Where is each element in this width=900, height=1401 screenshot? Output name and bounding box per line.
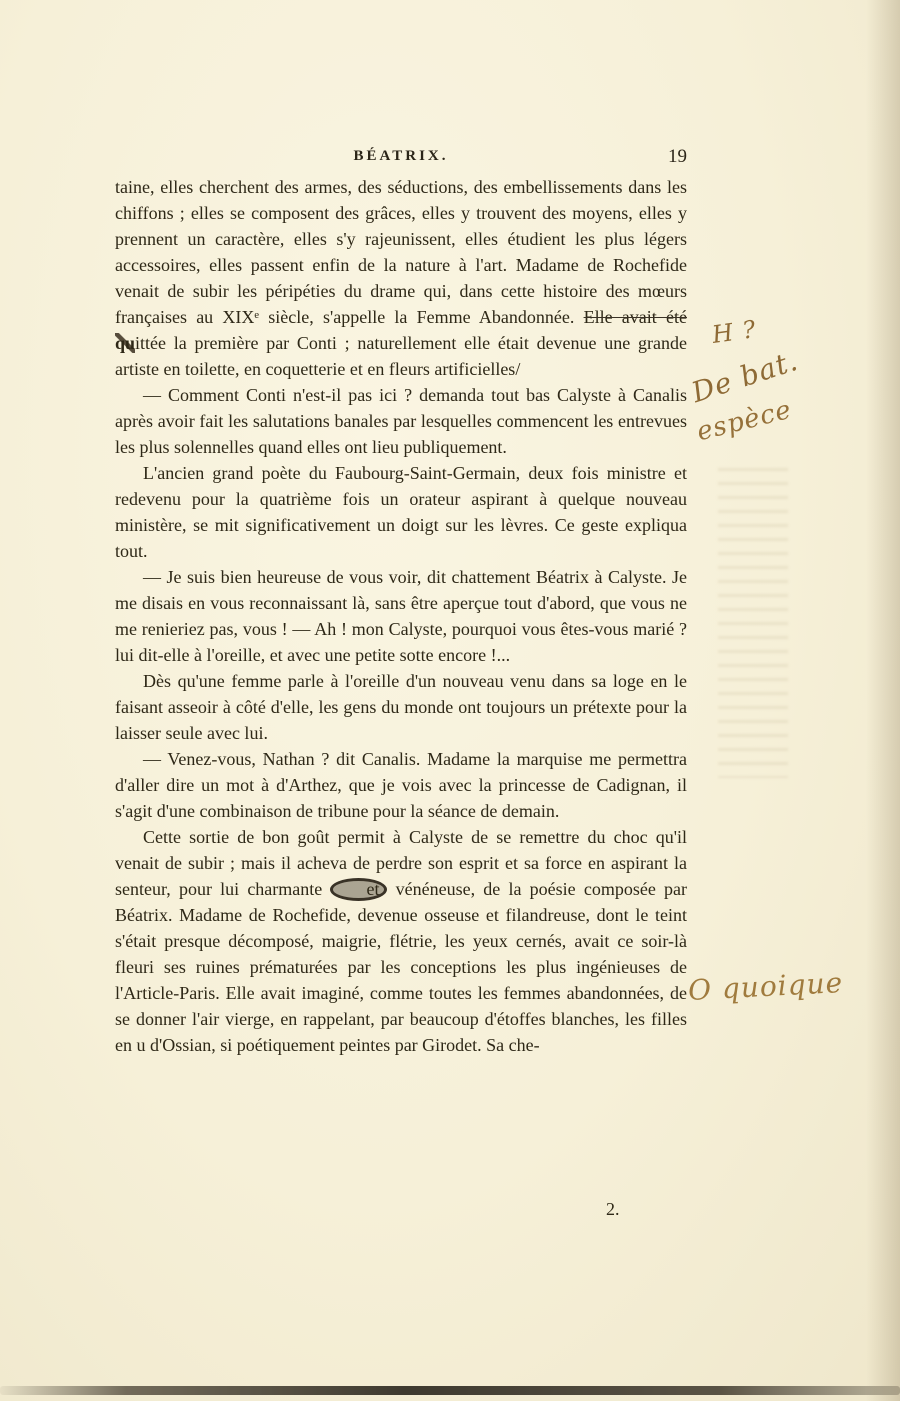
- paragraph-7-text-end: vénéneuse, de la poésie composée par Béatrix. Madame de Rochefide, devenue osseuse et filandreuse, dont le teint s'était presque décomposé, maigrie, flétrie, les yeux cernés, avait ce soir-là fleuri ses ruines prématurées par les conceptions les plus ingénieuses de l'Article-Paris. Elle avait imaginé, comme toutes les femmes abandonnées, de se donner l'air vierge, en rappelant, par beaucoup d'étoffes blanches, les filles en u d'Ossian, si poétiquement peintes par Girodet. Sa che-: [115, 879, 687, 1055]
- handwritten-annotation: espèce: [693, 394, 795, 448]
- circled-word: et: [330, 878, 387, 901]
- running-head: [115, 148, 687, 172]
- struck-text: Elle avait été: [583, 307, 687, 327]
- paragraph-7-text: Cette sortie de bon goût permit à Calyste de se remettre du choc qu'il venait de subir ; mais il acheva de perdre son esprit et sa force en aspirant la senteur, pour lui charmante: [115, 827, 687, 899]
- signature-mark: 2.: [606, 1199, 620, 1219]
- handwritten-annotation: O quoique: [687, 965, 844, 1008]
- paragraph-3: L'ancien grand poète du Faubourg-Saint-Germain, deux fois ministre et redevenu pour la quatrième fois un orateur aspirant à quelque nouveau ministère, se mit significativement un doigt sur les lèvres. Ce geste expliqua tout.: [115, 463, 687, 561]
- page-number: 19: [668, 146, 687, 167]
- page-edge-shadow: [866, 0, 900, 1401]
- paragraph-1-text: taine, elles cherchent des armes, des séductions, des embellissements dans les chiffons ; elles se composent des grâces, elles y trouvent des moyens, elles y prennent un caractère, elles s'y rajeunissent, elles étudient les plus légers accessoires, elles passent enfin de la nature à l'art. Madame de Rochefide venait de subir les péripéties du drame qui, dans cette histoire des mœurs françaises au XIXᵉ siècle, s'appelle la Femme Abandonnée.: [115, 177, 687, 327]
- proofreader-mark-text: qu: [115, 333, 136, 353]
- paragraph-6: — Venez-vous, Nathan ? dit Canalis. Madame la marquise me permettra d'aller dire un mot à d'Arthez, que je vois avec la princesse de Cadignan, il s'agit d'une combinaison de tribune pour la séance de demain.: [115, 749, 687, 821]
- paragraph-4: — Je suis bien heureuse de vous voir, dit chattement Béatrix à Calyste. Je me disais en vous reconnaissant là, sans être aperçue tout d'abord, que vous ne me renieriez pas, vous ! — Ah ! mon Calyste, pourquoi vous êtes-vous marié ? lui dit-elle à l'oreille, et avec une petite sotte encore !...: [115, 567, 687, 665]
- paragraph-7: [115, 824, 687, 1058]
- paragraph-2: — Comment Conti n'est-il pas ici ? demanda tout bas Calyste à Canalis après avoir fait les salutations banales par lesquelles commencent les entrevues les plus solennelles quand elles ont lieu publiquement.: [115, 385, 687, 457]
- body-text: [115, 174, 687, 1058]
- paragraph-1-text-end: ittée la première par Conti ; naturellement elle était devenue une grande artiste en toilette, en coquetterie et en fleurs artificielles/: [115, 333, 687, 379]
- scan-bottom-edge: [0, 1386, 900, 1395]
- handwritten-annotation: H ?: [710, 315, 759, 349]
- ink-bleedthrough: [718, 468, 788, 778]
- paragraph-1: [115, 174, 687, 382]
- handwritten-annotation: De bat.: [687, 343, 803, 410]
- book-title: BÉATRIX.: [353, 148, 449, 164]
- paragraph-5: Dès qu'une femme parle à l'oreille d'un nouveau venu dans sa loge en le faisant asseoir à côté d'elle, les gens du monde ont toujours un prétexte pour la laisser seule avec lui.: [115, 671, 687, 743]
